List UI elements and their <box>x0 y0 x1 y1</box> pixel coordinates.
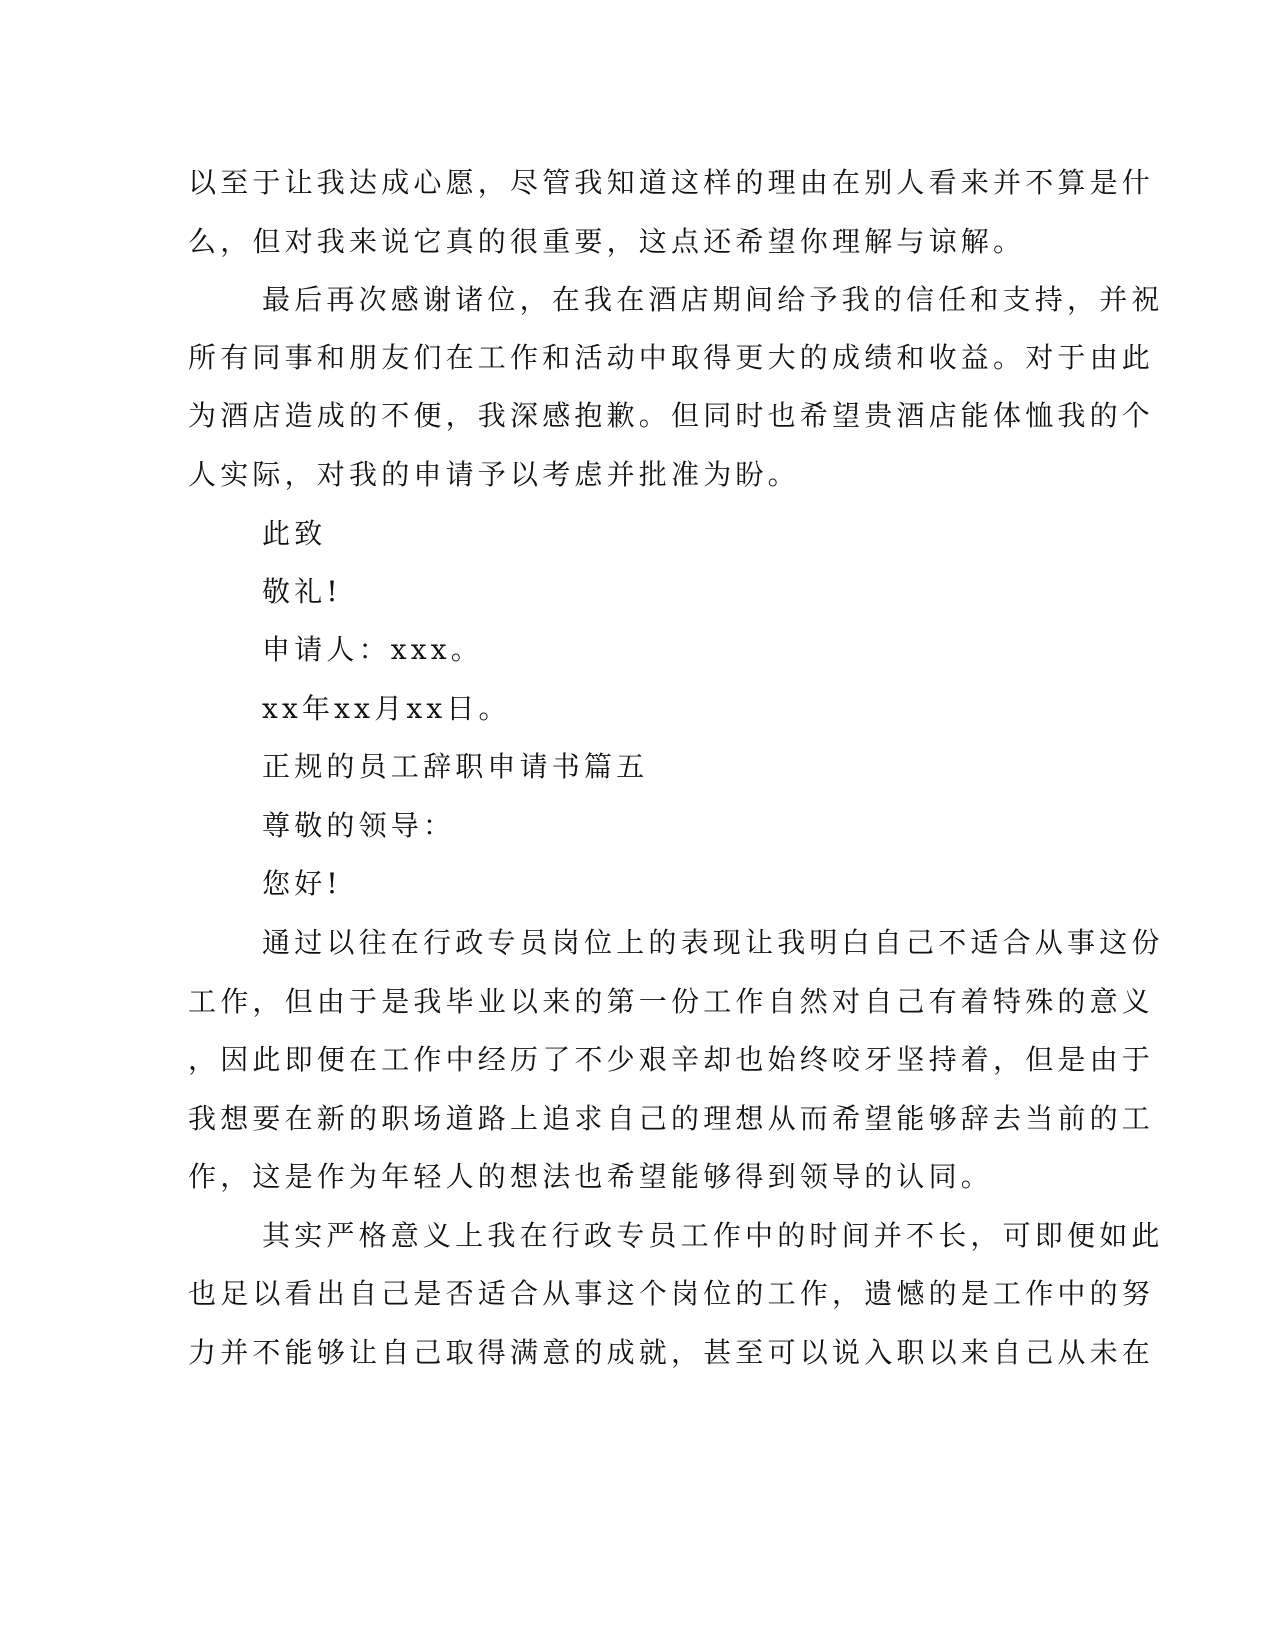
salutation-line: 敬礼! <box>262 575 342 608</box>
paragraph-line: 力并不能够让自己取得满意的成就，甚至可以说入职以来自己从未在 <box>188 1336 1155 1369</box>
paragraph-line: 也足以看出自己是否适合从事这个岗位的工作，遗憾的是工作中的努 <box>188 1277 1155 1310</box>
paragraph-line: 其实严格意义上我在行政专员工作中的时间并不长，可即便如此 <box>262 1219 1164 1252</box>
closing-line: 此致 <box>262 517 327 550</box>
paragraph-line: 为酒店造成的不便，我深感抱歉。但同时也希望贵酒店能体恤我的个 <box>188 399 1155 432</box>
paragraph-line: 么，但对我来说它真的很重要，这点还希望你理解与谅解。 <box>188 225 1026 258</box>
paragraph-line: 以至于让我达成心愿，尽管我知道这样的理由在别人看来并不算是什 <box>188 166 1155 199</box>
greeting-line: 您好! <box>262 867 342 900</box>
paragraph-line: 工作，但由于是我毕业以来的第一份工作自然对自己有着特殊的意义 <box>188 985 1155 1018</box>
paragraph-line: ，因此即便在工作中经历了不少艰辛却也始终咬牙坚持着，但是由于 <box>188 1043 1155 1076</box>
section-title: 正规的员工辞职申请书篇五 <box>262 750 649 783</box>
paragraph-line: 最后再次感谢诸位，在我在酒店期间给予我的信任和支持，并祝 <box>262 283 1164 316</box>
date-line: xx年xx月xx日。 <box>262 692 511 725</box>
paragraph-line: 所有同事和朋友们在工作和活动中取得更大的成绩和收益。对于由此 <box>188 341 1155 374</box>
paragraph-line: 通过以往在行政专员岗位上的表现让我明白自己不适合从事这份 <box>262 926 1164 959</box>
paragraph-line: 人实际，对我的申请予以考虑并批准为盼。 <box>188 458 800 491</box>
paragraph-line: 我想要在新的职场道路上追求自己的理想从而希望能够辞去当前的工 <box>188 1102 1155 1135</box>
greeting-line: 尊敬的领导： <box>262 809 456 842</box>
paragraph-line: 作，这是作为年轻人的想法也希望能够得到领导的认同。 <box>188 1160 994 1193</box>
applicant-line: 申请人：xxx。 <box>262 633 483 666</box>
